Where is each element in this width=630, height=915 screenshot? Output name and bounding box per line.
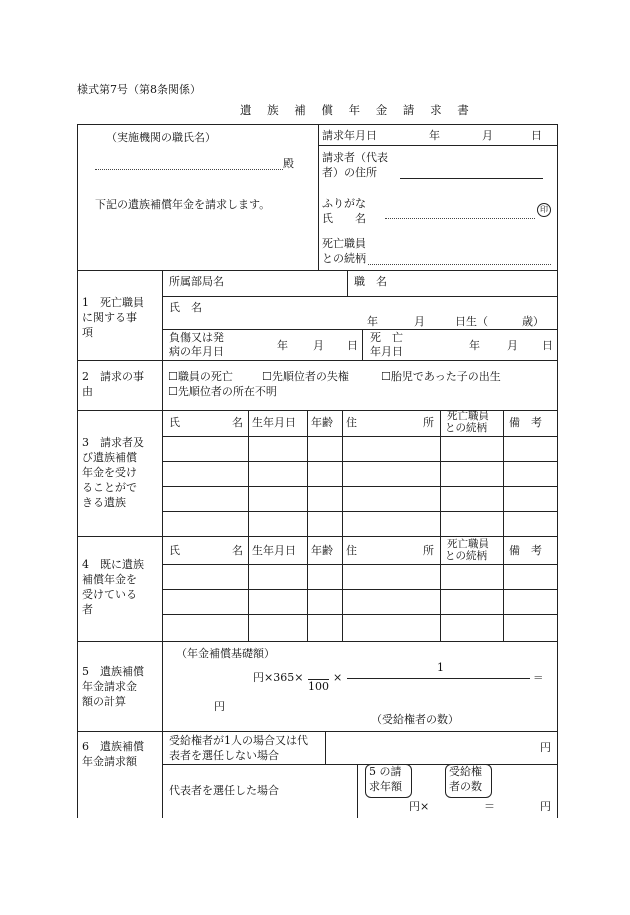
fraction-denominator-100: 100 (308, 680, 329, 693)
seal-icon: 印 (537, 203, 551, 217)
label-col-line (162, 270, 163, 410)
reason-checkbox-forfeit[interactable]: ☐先順位者の失権 (262, 370, 349, 383)
s3-col-4 (440, 410, 441, 536)
s5-label-1: 5 遺族補償 (82, 665, 144, 678)
s3-label-4: ることがで (82, 481, 137, 494)
s3-col-0 (162, 410, 163, 536)
relation-label-1: 死亡職員 (322, 237, 366, 250)
address-label-2: 者）の住所 (322, 166, 377, 179)
annual-amount-1: 5 の請 (369, 765, 402, 778)
post-label: 職 名 (354, 275, 387, 288)
s3-col-addr-b: 所 (423, 416, 434, 429)
formula-times: × (333, 671, 343, 684)
deceased-name-label: 氏 名 (169, 301, 202, 314)
injury-label-2: 病の年月日 (169, 345, 224, 358)
count-label-1: 受給権 (449, 765, 482, 778)
s1-post-divider (347, 270, 348, 296)
s6-label-1: 6 遺族補償 (82, 740, 144, 753)
date-day: 日 (531, 129, 542, 142)
form-number: 様式第7号（第8条関係） (77, 83, 201, 96)
death-month: 月 (507, 339, 518, 352)
rep-equals: ＝ (484, 800, 495, 813)
s1-line-1 (162, 296, 557, 297)
s3-col-name-a: 氏 (169, 416, 180, 429)
address-label-1: 請求者（代表 (322, 151, 388, 164)
relation-field[interactable] (368, 264, 551, 265)
s2-label-1: 2 請求の事 (82, 370, 144, 383)
s3-col-1 (248, 410, 249, 536)
s3-row-4 (162, 511, 557, 512)
section1-top-line (77, 270, 557, 271)
rep-case-label: 代表者を選任した場合 (169, 784, 279, 797)
s4-col-addr-b: 所 (423, 544, 434, 557)
s6-rep-divider (357, 764, 358, 818)
s3-col-age: 年齢 (311, 416, 333, 429)
age-label: 歳） (522, 315, 544, 328)
annual-amount-2: 求年額 (369, 780, 402, 793)
injury-month: 月 (313, 339, 324, 352)
org-name-field[interactable] (95, 169, 283, 170)
table-border-right (557, 124, 558, 818)
s3-col-rel-2: との続柄 (445, 422, 487, 434)
base-amount-label: （年金補償基礎額） (176, 647, 275, 660)
single-case-label-1: 受給権者が1人の場合又は代 (169, 734, 308, 747)
death-year: 年 (469, 339, 480, 352)
s1-label-2: に関する事 (82, 311, 137, 324)
section5-top-line (77, 641, 557, 642)
reason-checkbox-birth[interactable]: ☐胎児であった子の出生 (381, 370, 501, 383)
reason-checkbox-unknown[interactable]: ☐先順位者の所在不明 (168, 385, 277, 398)
formula-left: 円×365× (253, 671, 304, 684)
s4-col-age: 年齢 (311, 544, 333, 557)
section4-top-line (77, 536, 557, 537)
s4-col-rel-2: との続柄 (445, 550, 487, 562)
date-row-line (318, 145, 557, 146)
org-label: （実施機関の職氏名） (106, 131, 216, 144)
dept-label: 所属部局名 (169, 275, 224, 288)
formula-equals: ＝ (533, 672, 544, 684)
s3-label-2: び遺族補償 (82, 451, 137, 464)
s1-line-2 (162, 329, 557, 330)
s3-label-1: 3 請求者及 (82, 436, 144, 449)
birth-year: 年 (367, 315, 378, 328)
birth-day: 日生（ (455, 315, 488, 328)
s3-label-3: 年金を受け (82, 466, 137, 479)
birth-month: 月 (414, 315, 425, 328)
table-border-top (77, 124, 557, 125)
relation-label-2: との続柄 (322, 252, 366, 265)
s1-label-3: 項 (82, 326, 93, 339)
s6-row-line (162, 764, 557, 765)
single-case-label-2: 表者を選任しない場合 (169, 749, 279, 762)
s4-row-2 (162, 589, 557, 590)
injury-label-1: 負傷又は発 (169, 331, 224, 344)
name-field[interactable] (385, 218, 535, 219)
s3-row-2 (162, 461, 557, 462)
s3-col-3 (342, 410, 343, 536)
death-day: 日 (542, 339, 553, 352)
fraction-numerator-one: 1 (437, 661, 444, 674)
s3-col-rel-1: 死亡職員 (447, 410, 489, 422)
death-label-2: 年月日 (370, 345, 403, 358)
s1-death-divider (362, 329, 363, 360)
s3-col-5 (503, 410, 504, 536)
date-label: 請求年月日 (322, 129, 377, 142)
table-border-left (77, 124, 78, 818)
form-title: 遺 族 補 償 年 金 請 求 書 (240, 103, 475, 117)
tono-label: 殿 (283, 157, 294, 170)
s3-row-1 (162, 436, 557, 437)
injury-day: 日 (347, 339, 358, 352)
date-year: 年 (429, 129, 440, 142)
s5-label-3: 額の計算 (82, 695, 126, 708)
s4-label-2: 補償年金を (82, 573, 137, 586)
rep-yen: 円 (540, 800, 551, 813)
reason-checkbox-death[interactable]: ☐職員の死亡 (168, 370, 233, 383)
furigana-label: ふりがな (322, 197, 366, 210)
injury-year: 年 (277, 339, 288, 352)
s3-col-2 (307, 410, 308, 536)
s3-label-5: きる遺族 (82, 496, 126, 509)
s5-label-2: 年金請求金 (82, 680, 137, 693)
s4-label-1: 4 既に遺族 (82, 558, 144, 571)
section6-top-line (77, 731, 557, 732)
death-label-1: 死 亡 (370, 331, 403, 344)
s4-label-3: 受けている (82, 588, 137, 601)
s4-col-name-b: 名 (232, 544, 243, 557)
s4-col-rel-1: 死亡職員 (447, 538, 489, 550)
date-month: 月 (482, 129, 493, 142)
s4-row-1 (162, 564, 557, 565)
s2-label-2: 由 (82, 385, 93, 398)
s4-label-4: 者 (82, 603, 93, 616)
beneficiary-count-label: （受給権者の数） (371, 713, 459, 726)
s4-col-name-a: 氏 (169, 544, 180, 557)
s3-col-birth: 生年月日 (252, 416, 296, 429)
s6-label-2: 年金請求額 (82, 755, 137, 768)
fraction-bar-count (347, 678, 530, 679)
s3-col-note: 備 考 (509, 416, 542, 429)
single-case-yen: 円 (540, 741, 551, 754)
count-label-2: 者の数 (449, 780, 482, 793)
s4-row-3 (162, 614, 557, 615)
s5-6-label-col (162, 641, 163, 818)
address-field[interactable] (400, 178, 543, 179)
s1-label-1: 1 死亡職員 (82, 296, 144, 309)
request-text: 下記の遺族補償年金を請求します。 (95, 198, 271, 211)
s3-col-addr-a: 住 (346, 416, 357, 429)
section2-top-line (77, 360, 557, 361)
s3-row-3 (162, 486, 557, 487)
s4-col-addr-a: 住 (346, 544, 357, 557)
s4-col-note: 備 考 (509, 544, 542, 557)
s6-divider (325, 731, 326, 764)
s4-col-birth: 生年月日 (252, 544, 296, 557)
name-label: 氏 名 (322, 212, 366, 225)
rep-calc: 円× (409, 800, 430, 813)
s3-col-name-b: 名 (232, 416, 243, 429)
base-yen: 円 (214, 700, 225, 713)
